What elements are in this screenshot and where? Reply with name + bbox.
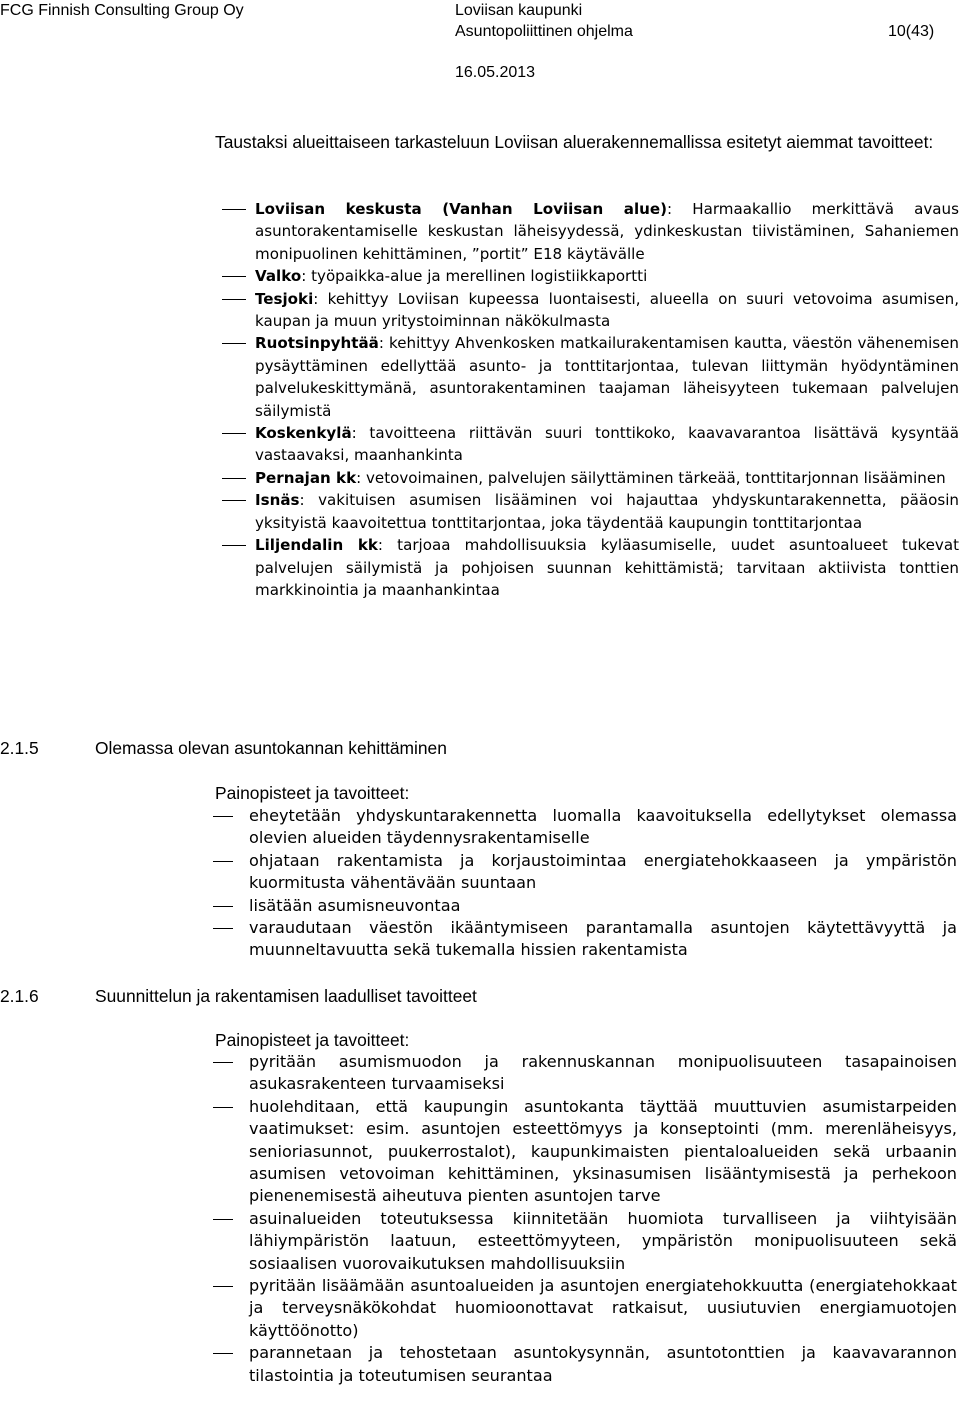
section-subheading: Painopisteet ja tavoitteet:: [215, 1030, 410, 1050]
list-item: lisätään asumisneuvontaa: [213, 895, 957, 917]
section-title: Olemassa olevan asuntokannan kehittäminen: [95, 738, 447, 758]
area-text: : kehittyy Loviisan kupeessa luontaisesti, alueella on suuri vetovoima asumisen, kaupan ja muun yritystoiminnan näkökulmasta: [255, 289, 959, 331]
area-name: Pernajan kk: [255, 468, 357, 487]
area-name: Tesjoki: [255, 289, 314, 308]
list-item: ohjataan rakentamista ja korjaustoimintaa energiatehokkaaseen ja ympäristön kuormitusta vähentävään suuntaan: [213, 850, 957, 895]
area-text: : vetovoimainen, palvelujen säilyttäminen tärkeää, tonttitarjonnan lisääminen: [356, 468, 946, 487]
page-number: 10(43): [888, 23, 935, 40]
list-item: pyritään lisäämään asuntoalueiden ja asuntojen energiatehokkuutta (energiatehokkaat ja terveysnäkökohdat huomioonottavat ratkaisut, uusiutuvien energiamuotojen käyttöönotto): [213, 1275, 957, 1342]
area-text: : työpaikka-alue ja merellinen logistiikkaportti: [301, 267, 648, 286]
area-name: Koskenkylä: [255, 424, 352, 443]
section-subheading: Painopisteet ja tavoitteet:: [215, 783, 410, 803]
area-name: Liljendalin kk: [255, 536, 378, 555]
company-name: FCG Finnish Consulting Group Oy: [0, 2, 244, 19]
client-name: Loviisan kaupunki: [455, 2, 583, 19]
list-item: [222, 288, 959, 333]
list-item: [222, 198, 959, 265]
list-item: parannetaan ja tehostetaan asuntokysynnän, asuntotonttien ja kaavavarannon tilastointia ja toteutumisen seurantaa: [213, 1342, 957, 1387]
area-goals-list: [222, 198, 959, 601]
list-item: [222, 489, 959, 534]
section-number: 2.1.6: [0, 986, 39, 1006]
area-text: : tarjoaa mahdollisuuksia kyläasumiselle, uudet asuntoalueet tukevat palvelujen säilymistä ja pohjoisen suunnan kehittämistä; tarvitaan aktiivista tonttien markkinointia ja maanhankintaa: [255, 536, 959, 599]
area-text: : kehittyy Ahvenkosken matkailurakentamisen kautta, väestön vähenemisen pysäyttäminen edellyttää asunto- ja tonttitarjontaa, tulevan liittymän hyödyntäminen palvelukeskittymänä, asuntorakentaminen taajaman läheisyyteen tukemaan palvelujen säilymistä: [255, 334, 959, 420]
area-text: : vakituisen asumisen lisääminen voi hajauttaa yhdyskuntarakennetta, pääosin yksityistä kaavoitettua tonttitarjontaa, joka täydentää kaupungin tonttitarjontaa: [255, 491, 959, 532]
list-item: pyritään asumismuodon ja rakennuskannan monipuolisuuteen tasapainoisen asukasrakenteen turvaamiseksi: [213, 1051, 957, 1096]
list-item: eheytetään yhdyskuntarakennetta luomalla kaavoituksella edellytykset olemassa olevien alueiden täydennysrakentamiselle: [213, 805, 957, 850]
area-text: : tavoitteena riittävän suuri tonttikoko, kaavavarantoa lisättävä kysyntää vastaavaksi, maanhankinta: [255, 424, 959, 465]
area-name: Ruotsinpyhtää: [255, 334, 379, 353]
goals-list-215: [213, 805, 957, 962]
list-item: [222, 467, 959, 489]
list-item: [222, 534, 959, 601]
document-date: 16.05.2013: [455, 64, 536, 81]
document-title: Asuntopoliittinen ohjelma: [455, 23, 633, 40]
goals-list-216: [213, 1051, 957, 1387]
list-item: [222, 422, 959, 467]
area-name: Valko: [255, 267, 302, 286]
list-item: [222, 265, 959, 287]
list-item: varaudutaan väestön ikääntymiseen parantamalla asuntojen käytettävyyttä ja muunneltavuutta sekä tukemalla hissien rakentamista: [213, 917, 957, 962]
area-text: : Harmaakallio merkittävä avaus asuntorakentamiselle keskustan läheisyydessä, ydinkeskustan tiivistäminen, Sahaniemen monipuolinen kehittäminen, ”portit” E18 käytävälle: [255, 200, 959, 263]
section-title: Suunnittelun ja rakentamisen laadulliset tavoitteet: [95, 986, 477, 1006]
section-number: 2.1.5: [0, 738, 39, 758]
area-name: Isnäs: [255, 491, 300, 510]
list-item: [222, 332, 959, 422]
list-item: huolehditaan, että kaupungin asuntokanta täyttää muuttuvien asumistarpeiden vaatimukset: esim. asuntojen esteettömyys ja konseptointi (mm. merenläheisyys, senioriasunnot, puukerrostalot), kaupunkimaisten pientaloalueiden sekä urbaanin asumisen vetovoiman kehittäminen, yksinasumisen lisääntymisestä ja perhekoon pienenemisestä aiheutuva pienten asuntojen tarve: [213, 1096, 957, 1208]
area-name: Loviisan keskusta (Vanhan Loviisan alue): [255, 200, 668, 218]
intro-paragraph: Taustaksi alueittaiseen tarkasteluun Loviisan aluerakennemallissa esitetyt aiemmat tavoitteet:: [215, 132, 934, 152]
list-item: asuinalueiden toteutuksessa kiinnitetään huomiota turvalliseen ja viihtyisään lähiympäristön laatuun, esteettömyyteen, ympäristön monipuolisuuteen sekä sosiaalisen vuorovaikutuksen mahdollisuuksiin: [213, 1208, 957, 1275]
